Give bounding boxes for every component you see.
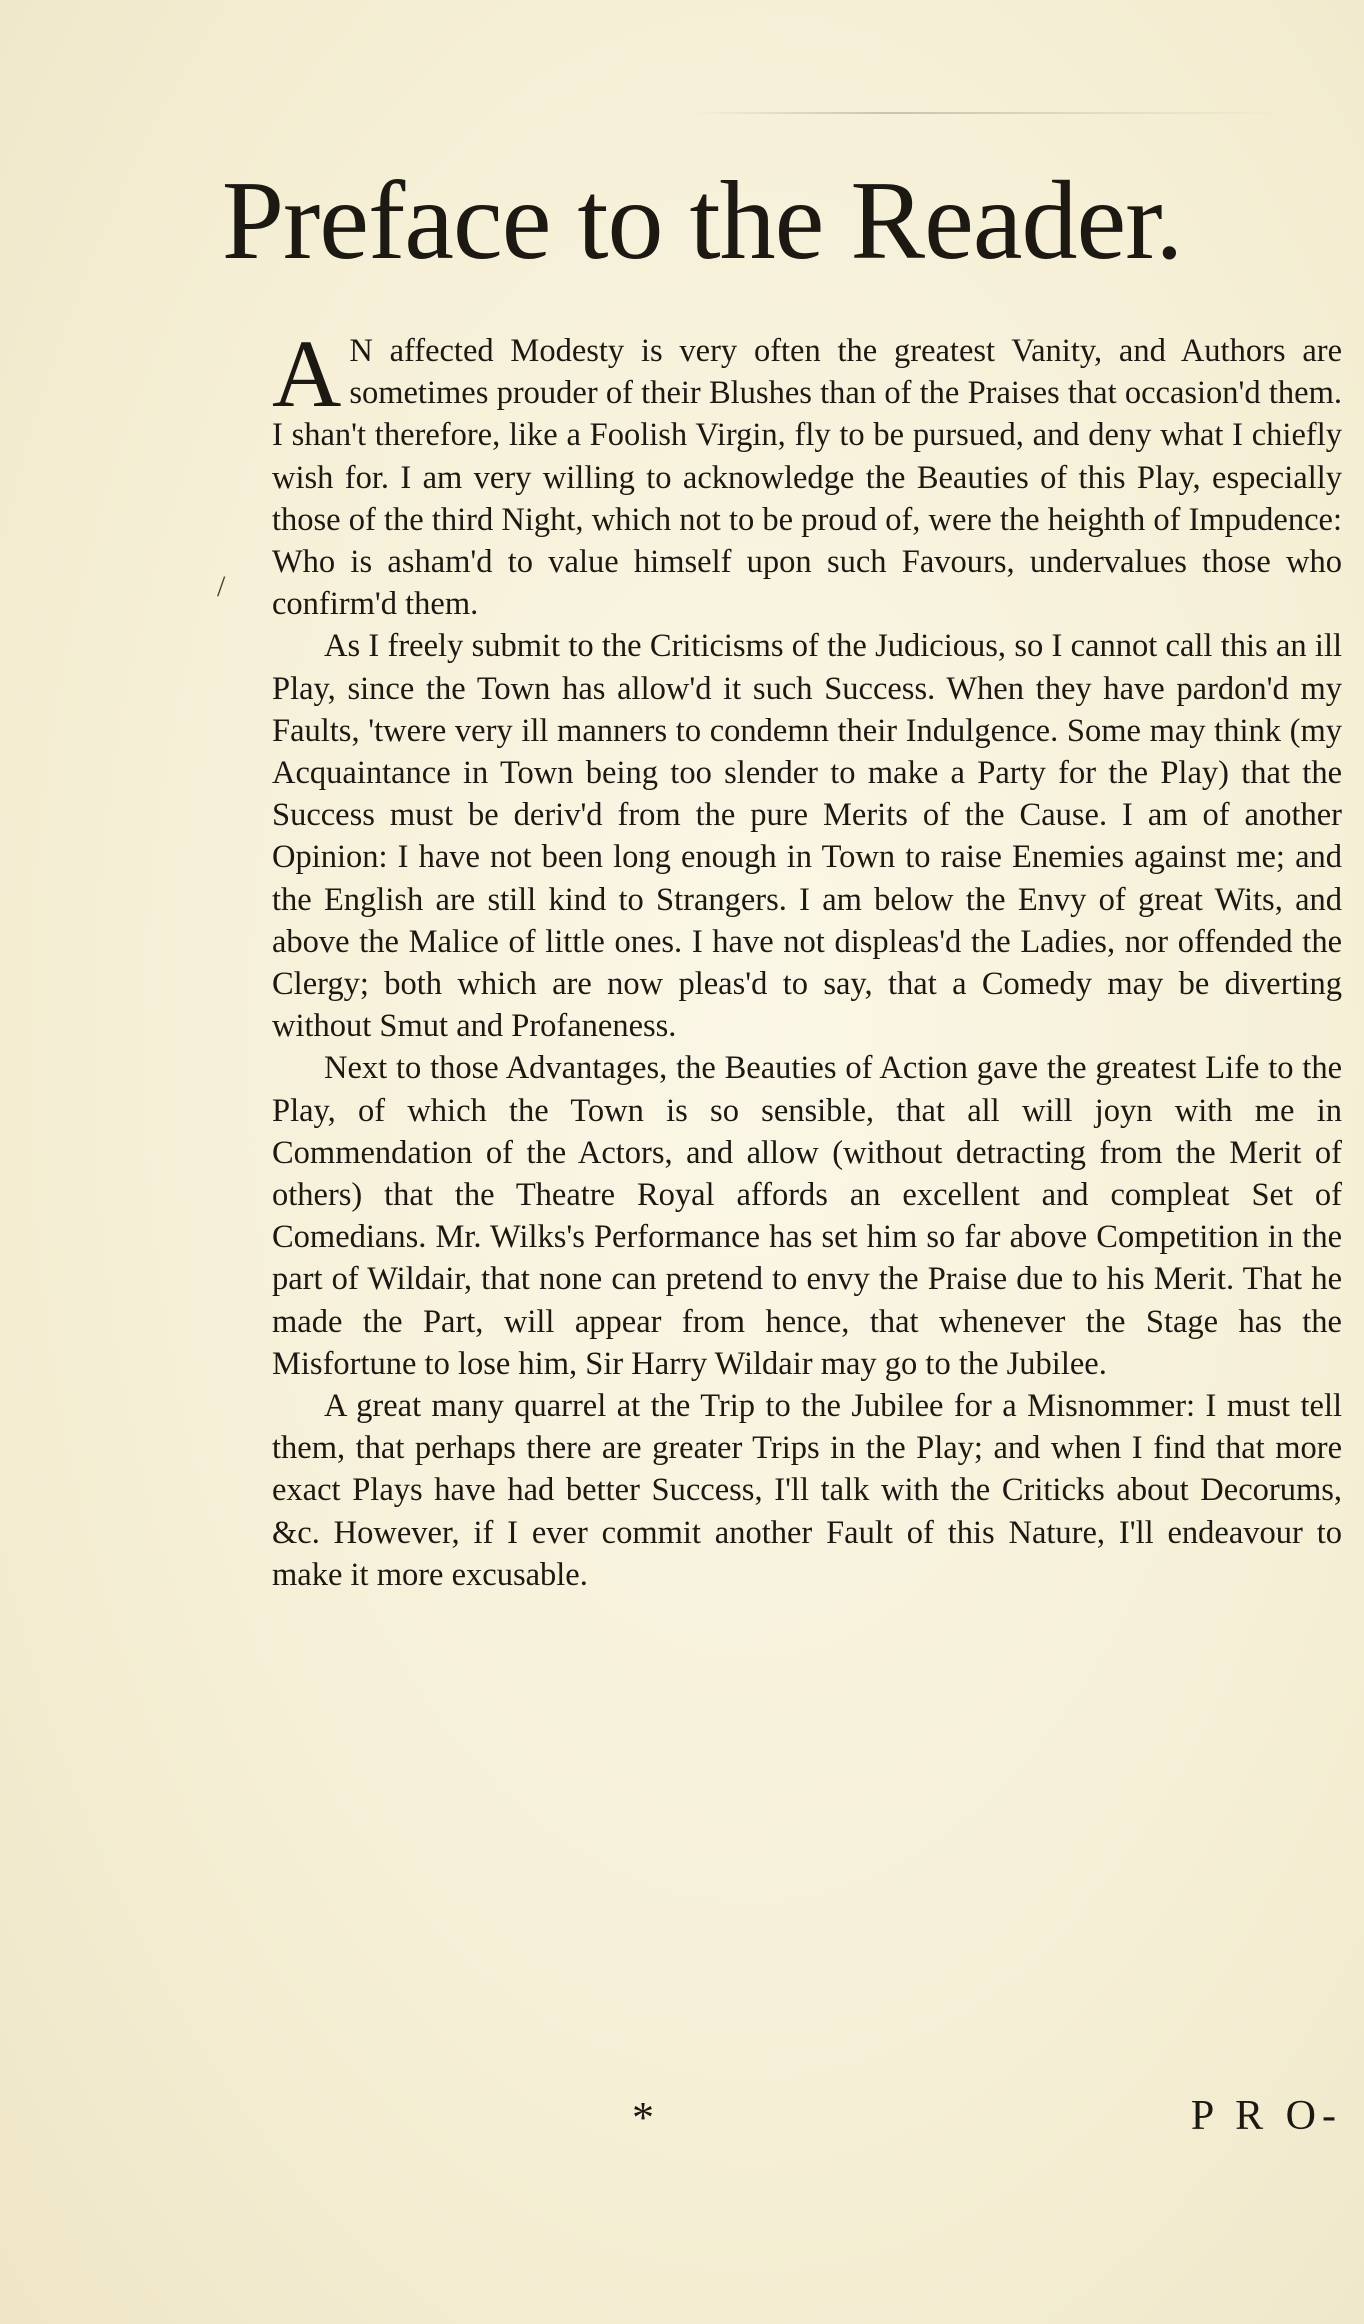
page-title: Preface to the Reader. bbox=[221, 159, 1183, 283]
page-footer bbox=[272, 2092, 1342, 2152]
margin-mark: / bbox=[217, 570, 226, 603]
preface-text bbox=[272, 320, 1342, 1596]
paragraph-1 bbox=[272, 320, 1342, 625]
signature-mark: * bbox=[632, 2093, 654, 2142]
paragraph-2: As I freely submit to the Criticisms of the Judicious, so I cannot call this an ill Play, since the Town has allow'd it such Success. When they have pardon'd my Faults, 'twere very ill manners to condemn their Indulgence. Some may think (my Acquaintance in Town being too slender to make a Party for the Play) that the Success must be deriv'd from the pure Merits of the Cause. I am of another Opinion: I have not been long enough in Town to raise Enemies against me; and the English are still kind to Strangers. I am below the Envy of great Wits, and above the Malice of little ones. I have not displeas'd the Ladies, nor offended the Clergy; both which are now pleas'd to say, that a Comedy may be diverting without Smut and Profaneness. bbox=[272, 628, 1342, 1045]
first-word: N bbox=[349, 333, 373, 369]
paragraph-4: A great many quarrel at the Trip to the Jubilee for a Misnommer: I must tell them, that perhaps there are greater Trips in the Play; and when I find that more exact Plays have had better Success, I'll talk with the Criticks about Decorums, &c. However, if I ever commit another Fault of this Nature, I'll endeavour to make it more excusable. bbox=[272, 1388, 1342, 1593]
top-rule bbox=[690, 112, 1290, 114]
paragraph-1-text: affected Modesty is very often the greatest Vanity, and Authors are sometimes prouder of their Blushes than of the Praises that occasion'd them. I shan't therefore, like a Foolish Virgin, fly to be pursued, and deny what I chiefly wish for. I am very willing to acknowledge the Beauties of this Play, especially those of the third Night, which not to be proud of, were the heighth of Impudence: Who is asham'd to value himself upon such Favours, undervalues those who confirm'd them. bbox=[272, 333, 1342, 623]
catchword: P R O- bbox=[1190, 2093, 1342, 2139]
drop-cap: A bbox=[272, 320, 342, 427]
paragraph-3: Next to those Advantages, the Beauties of Action gave the greatest Life to the Play, of which the Town is so sensible, that all will joyn with me in Commendation of the Actors, and allow (without detracting from the Merit of others) that the Theatre Royal affords an excellent and compleat Set of Comedians. Mr. Wilks's Performance has set him so far above Competition in the part of Wildair, that none can pretend to envy the Praise due to his Merit. That he made the Part, will appear from hence, that whenever the Stage has the Misfortune to lose him, Sir Harry Wildair may go to the Jubilee. bbox=[272, 1050, 1342, 1382]
